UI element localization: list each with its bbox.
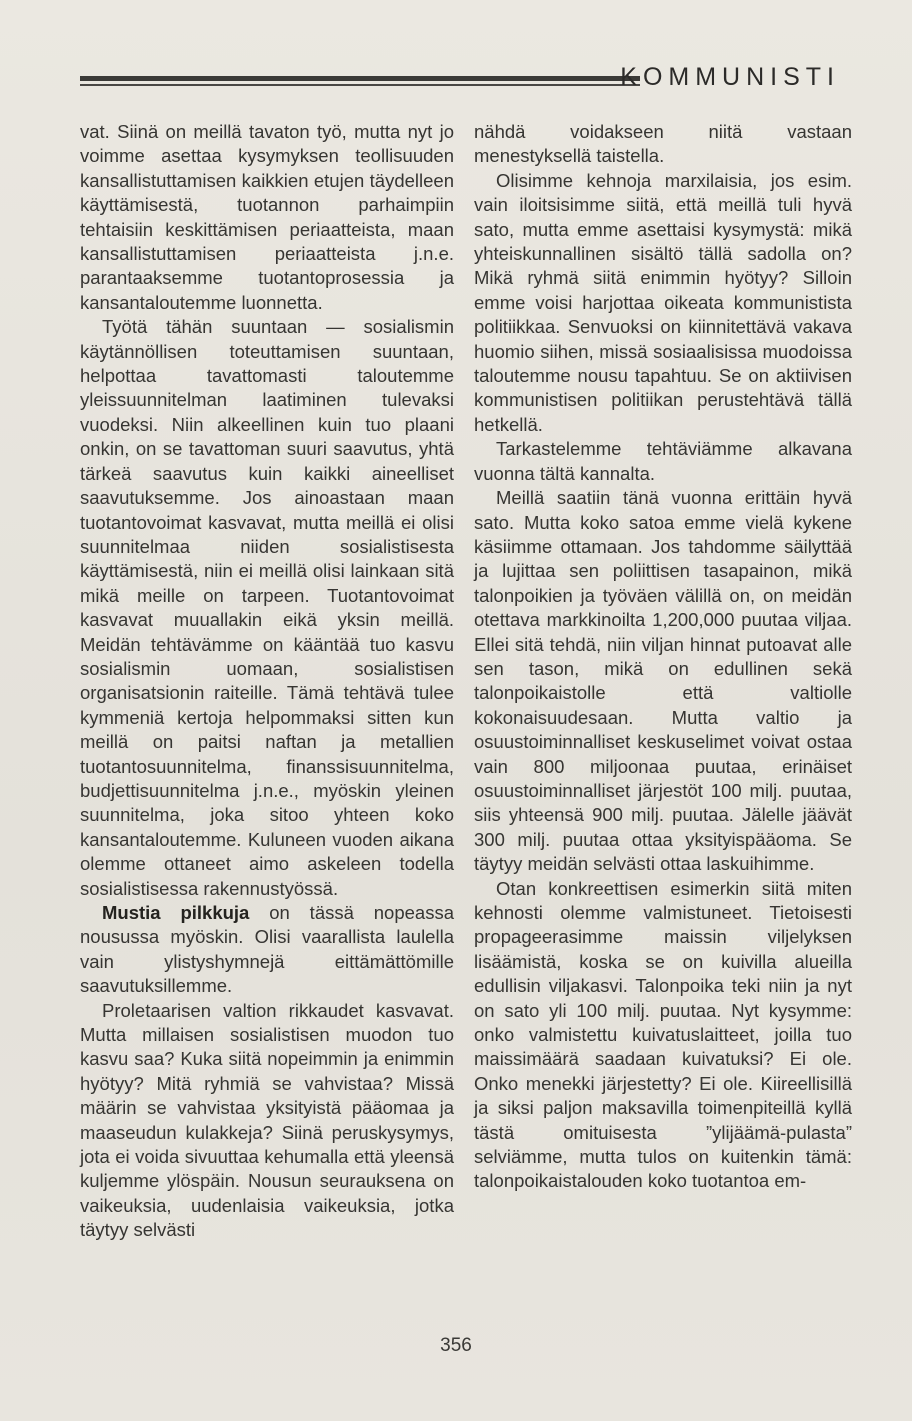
journal-title: KOMMUNISTI xyxy=(620,63,840,91)
right-paragraph-1: nähdä voidakseen niitä vastaan menestyksellä taistella. xyxy=(474,121,852,167)
left-paragraph-3 xyxy=(80,901,454,999)
left-paragraph-2: Työtä tähän suuntaan — sosialismin käytännöllisen toteuttamisen suuntaan, helpottaa tavattomasti taloutemme yleissuunnitelman laatiminen tulevaksi vuodeksi. Niin alkeellinen kuin tuo plaani onkin, on se tavattoman suuri saavutus, yhtä tärkeä saavutus kuin kaikki aineelliset saavutuksemme. Jos ainoastaan maan tuotantovoimat kasvavat, mutta meillä ei olisi suunnitelmaa niiden sosialistisesta käyttämisestä, niin ei meillä olisi lainkaan sitä mikä meille on tarpeen. Tuotantovoimat kasvavat muuallakin eikä yksin meillä. Meidän tehtävämme on kääntää tuo kasvu sosialismin uomaan, sosialistisen organisatsionin raiteille. Tämä tehtävä tulee kymmeniä kertoja helpommaksi sitten kun meillä on paitsi naftan ja metallien tuotantosuunnitelma, finanssisuunnitelma, budjettisuunnitelma j.n.e., myöskin yleinen suunnitelma, joka sitoo yhteen koko kansantaloutemme. Kuluneen vuoden aikana olemme ottaneet aimo askeleen todella sosialistisessa rakennustyössä. xyxy=(80,316,454,899)
left-paragraph-4: Proletaarisen valtion rikkaudet kasvavat. Mutta millaisen sosialistisen muodon tuo kasvu saa? Kuka siitä nopeimmin ja enimmin hyötyy? Mitä ryhmiä se vahvistaa? Missä määrin se vahvistaa yksityistä pääomaa ja maaseudun kulakkeja? Siinä peruskysymys, jota ei voida sivuuttaa kehumalla että yleensä kuljemme ylöspäin. Nousun seurauksena on vaikeuksia, uudenlaisia vaikeuksia, jotka täytyy selvästi xyxy=(80,999,454,1241)
right-paragraph-4: Meillä saatiin tänä vuonna erittäin hyvä sato. Mutta koko satoa emme vielä kykene käsiimme ottamaan. Jos tahdomme säilyttää ja lujittaa sen poliittisen tasapainon, mikä talonpoikien ja työväen välillä on, on meidän otettava markkinoilta 1,200,000 puutaa viljaa. Ellei sitä tehdä, niin viljan hinnat putoavat alle sen tason, mikä on edullinen sekä talonpoikaistolle että valtiolle kokonaisuudesaan. Mutta valtio ja osuustoiminnalliset keskuselimet voivat ostaa vain 800 miljoonaa puutaa, erinäiset osuustoiminnalliset järjestöt 100 milj. puutaa, siis yhteensä 900 milj. puutaa. Jälelle jäävät 300 milj. puutaa ottaa yksityispääoma. Se täytyy meidän selvästi ottaa laskuihimme. xyxy=(474,487,852,875)
left-paragraph-1: vat. Siinä on meillä tavaton työ, mutta nyt jo voimme asettaa kysymyksen teollisuuden kansallistuttamisen kaikkien etujen täydelleen käyttämisestä, tuotannon parhaimpiin tehtaisiin keskittämisen periaatteista, maan kansallistuttamisen periaatteista j.n.e. parantaaksemme tuotantoprosessia ja kansantaloutemme luonnetta. xyxy=(80,121,454,313)
header-rule-thin xyxy=(80,84,640,86)
bold-phrase: Mustia pilkkuja xyxy=(102,902,250,923)
right-paragraph-5: Otan konkreettisen esimerkin siitä miten kehnosti olemme valmistuneet. Tietoisesti propageerasimme maissin viljelyksen lisäämistä, koska se on kuivilla alueilla edullisin viljakasvi. Talonpoika teki niin ja nyt on sato yli 100 milj. puutaa. Nyt kysymme: onko valmistettu kuivatuslaitteet, joilla tuo maissimäärä saadaan kuivatuksi? Ei ole. Onko menekki järjestetty? Ei ole. Kiireellisillä ja siksi paljon maksavilla toimenpiteillä kyllä tästä omituisesta ”ylijäämä-pulasta” selviämme, mutta tulos on kuitenkin tämä: talonpoikaistalouden koko tuotantoa em- xyxy=(474,877,852,1192)
left-paragraph-3-text: on tässä nopeassa nousussa myöskin. Olisi vaarallista laulella vain ylistyshymnejä eittämättömille saavutuksillemme. xyxy=(80,902,455,997)
page-footer xyxy=(0,1335,912,1357)
right-column xyxy=(474,120,852,1194)
page-number: 356 xyxy=(440,1335,472,1356)
page-header xyxy=(80,60,852,100)
header-rule-thick xyxy=(80,76,640,81)
right-paragraph-3: Tarkastelemme tehtäviämme alkavana vuonna tältä kannalta. xyxy=(474,438,852,484)
right-paragraph-2: Olisimme kehnoja marxilaisia, jos esim. vain iloitsisimme siitä, että meillä tuli hyvä sato, mutta emme asettaisi kysymystä: mikä yhteiskunnallinen sisältö tällä sadolla on? Mikä ryhmä siitä enimmin hyötyy? Silloin emme voisi harjottaa oikeata kommunistista politiikkaa. Senvuoksi on kiinnitettävä vakava huomio siihen, missä sosiaalisissa muodoissa taloutemme nousu tapahtuu. Se on aktiivisen kommunistisen politiikan perustehtävä tällä hetkellä. xyxy=(474,169,852,435)
left-column xyxy=(80,120,454,1243)
